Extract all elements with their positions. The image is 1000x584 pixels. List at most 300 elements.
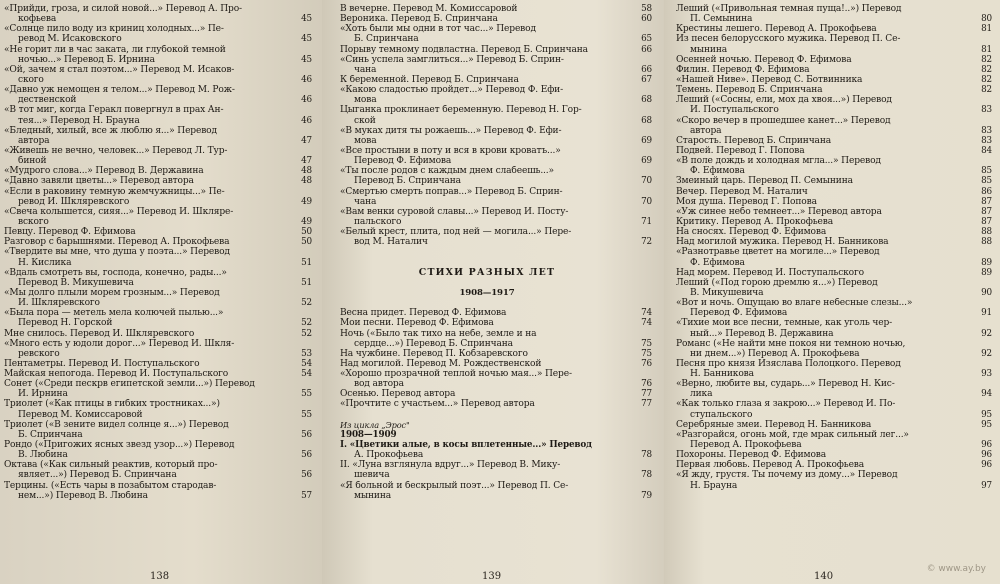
entry-page-number: 49 [301, 216, 312, 227]
toc-entry [4, 379, 312, 389]
entry-title: Н. Брауна [690, 480, 738, 491]
toc-entry [4, 268, 312, 278]
entry-page-number: 97 [981, 480, 992, 491]
toc-entry [4, 399, 312, 409]
entry-title: Перевод Б. Спринчана [354, 176, 461, 187]
toc-entry [676, 470, 992, 480]
entry-title: «Верно, любите вы, сударь...» Перевод Н. Кис- [676, 379, 895, 390]
entry-title: Из песен белорусского мужика. Перевод П. Се- [676, 34, 901, 45]
toc-entry [340, 116, 652, 126]
entry-title: Леший («Сосны, ели, мох да хвоя...») Перевод [676, 95, 892, 106]
entry-page-number: 82 [981, 54, 992, 65]
entry-page-number: 82 [981, 64, 992, 75]
toc-column [676, 4, 992, 491]
entry-title: Перевод Ф. Ефимова [690, 308, 788, 319]
entry-title: «Бледный, хилый, все ж люблю я...» Перевод [4, 125, 217, 136]
entry-page-number: 75 [641, 348, 652, 359]
entry-title: Пентаметры. Перевод И. Поступальского [4, 358, 200, 369]
entry-title: В. Любина [18, 450, 68, 461]
entry-title: «Ты после родов с каждым днем слабеешь...» [340, 166, 554, 177]
entry-title: кофьева [18, 14, 57, 25]
entry-page-number: 70 [641, 176, 652, 187]
toc-entry [676, 329, 992, 339]
entry-page-number: 57 [301, 490, 312, 501]
toc-entry [340, 65, 652, 75]
entry-title: мынина [690, 44, 728, 55]
entry-title: Н. Банникова [690, 369, 754, 380]
toc-entry [676, 389, 992, 399]
toc-entry [340, 217, 652, 227]
entry-page-number: 58 [641, 4, 652, 14]
entry-page-number: 82 [981, 85, 992, 96]
entry-title: Певцу. Перевод Ф. Ефимова [4, 227, 136, 238]
entry-title: Над могилой мужика. Перевод Н. Банникова [676, 237, 889, 248]
toc-entry [676, 339, 992, 349]
entry-title: ревод И. Шкляревского [18, 196, 130, 207]
toc-entry [4, 460, 312, 470]
toc-entry [340, 55, 652, 65]
entry-title: лика [690, 389, 713, 400]
entry-title: Вечер. Перевод М. Наталич [676, 186, 808, 197]
toc-entry [340, 389, 652, 399]
entry-title: «Давно уж немощен я телом...» Перевод М. Рож- [4, 85, 235, 96]
toc-entry [4, 197, 312, 207]
toc-entry [340, 146, 652, 156]
entry-title: «Была пора — метель мела колючей пылью...» [4, 308, 224, 319]
entry-page-number: 69 [641, 135, 652, 146]
toc-entry [676, 116, 992, 126]
toc-entry [4, 176, 312, 186]
toc-entry [4, 349, 312, 359]
toc-entry [676, 75, 992, 85]
toc-entry [676, 14, 992, 24]
entry-title: Романс («Не найти мне покоя ни темною ночью, [676, 338, 906, 349]
toc-entry [340, 85, 652, 95]
entry-page-number: 55 [301, 389, 312, 400]
toc-entry [340, 379, 652, 389]
toc-entry [4, 4, 312, 14]
toc-entry [340, 450, 652, 460]
entry-page-number: 54 [301, 369, 312, 380]
entry-page-number: 50 [301, 227, 312, 238]
entry-title: Ф. Ефимова [690, 166, 745, 177]
entry-title: Леший («Под горою дремлю я...») Перевод [676, 277, 878, 288]
toc-entry [340, 491, 652, 501]
entry-title: На чужбине. Перевод П. Кобзаревского [340, 348, 528, 359]
entry-title: ный...» Перевод В. Державина [690, 328, 834, 339]
entry-title: «Разнотравье цветет на могиле...» Перевод [676, 247, 880, 258]
entry-page-number: 85 [981, 176, 992, 187]
entry-page-number: 67 [641, 74, 652, 85]
toc-entry [676, 176, 992, 186]
entry-title: Подвей. Перевод Г. Попова [676, 145, 805, 156]
toc-entry [4, 329, 312, 339]
entry-title: К беременной. Перевод Б. Спринчана [340, 74, 519, 85]
entry-title: пальского [354, 216, 402, 227]
entry-page-number: 52 [301, 328, 312, 339]
entry-title: Триолет («В зените видел солнце я...») Перевод [4, 419, 229, 430]
toc-entry [340, 207, 652, 217]
entry-title: ревского [18, 348, 60, 359]
toc-entry [4, 227, 312, 237]
toc-entry [340, 187, 652, 197]
toc-entry [340, 166, 652, 176]
entry-title: На сносях. Перевод Ф. Ефимова [676, 227, 827, 238]
toc-entry [4, 105, 312, 115]
entry-title: I. «Цветики алые, в косы вплетенные...» Перевод [340, 440, 592, 451]
entry-page-number: 51 [301, 257, 312, 268]
entry-title: «В поле дождь и холодная мгла...» Перевод [676, 156, 881, 167]
toc-entry [340, 227, 652, 237]
entry-page-number: 45 [301, 14, 312, 25]
entry-title: «Тихие мои все песни, темные, как уголь чер- [676, 318, 893, 329]
toc-column [340, 4, 652, 501]
entry-page-number: 68 [641, 115, 652, 126]
toc-entry [4, 339, 312, 349]
entry-page-number: 74 [641, 318, 652, 329]
toc-entry [676, 95, 992, 105]
entry-title: «Прийди, гроза, и силой новой...» Перевод А. Про- [4, 4, 242, 14]
entry-title: Старость. Перевод Б. Спринчана [676, 135, 832, 146]
entry-title: ночью...» Перевод Б. Ирнина [18, 54, 155, 65]
entry-title: Осенью. Перевод автора [340, 389, 456, 400]
entry-page-number: 92 [981, 328, 992, 339]
entry-title: Б. Спринчана [354, 34, 419, 45]
entry-page-number: 95 [981, 409, 992, 420]
entry-title: дественской [18, 95, 77, 106]
entry-page-number: 81 [981, 44, 992, 55]
entry-page-number: 81 [981, 24, 992, 35]
page-number: 140 [814, 571, 834, 582]
toc-entry [676, 379, 992, 389]
page-number: 139 [482, 571, 502, 582]
entry-title: Перевод Н. Горской [18, 318, 113, 329]
toc-entry [4, 95, 312, 105]
entry-page-number: 47 [301, 156, 312, 167]
entry-title: чана [354, 196, 377, 207]
toc-entry [676, 308, 992, 318]
entry-title: нем...») Перевод В. Любина [18, 490, 148, 501]
entry-title: Похороны. Перевод Ф. Ефимова [676, 450, 827, 461]
toc-entry [340, 14, 652, 24]
entry-title: ступальского [690, 409, 753, 420]
entry-title: вод автора [354, 379, 404, 390]
entry-title: автора [18, 135, 50, 146]
entry-page-number: 66 [641, 44, 652, 55]
entry-title: Н. Кислика [18, 257, 72, 268]
entry-title: «Скоро вечер в прошедшее канет...» Перевод [676, 115, 891, 126]
entry-title: Ночь («Было так тихо на небе, земле и на [340, 328, 537, 339]
entry-title: ской [354, 115, 376, 126]
toc-entry [676, 166, 992, 176]
toc-entry [4, 156, 312, 166]
toc-entry [4, 55, 312, 65]
toc-entry [4, 166, 312, 176]
toc-entry [676, 126, 992, 136]
entry-page-number: 92 [981, 348, 992, 359]
entry-title: Терцины. («Есть чары в позабытом стародав- [4, 480, 217, 491]
entry-title: Триолет («Как птицы в гибких тростниках...») [4, 399, 220, 410]
entry-page-number: 79 [641, 490, 652, 501]
toc-entry [340, 247, 652, 257]
toc-entry [4, 308, 312, 318]
toc-entry [340, 329, 652, 339]
section-heading [340, 268, 652, 278]
toc-entry [340, 369, 652, 379]
toc-entry [340, 105, 652, 115]
toc-entry [676, 278, 992, 288]
entry-title: «Белый крест, плита, под ней — могила...» Пере- [340, 227, 572, 238]
entry-page-number: 86 [981, 186, 992, 197]
toc-entry [676, 481, 992, 491]
entry-page-number: 68 [641, 95, 652, 106]
toc-entry [340, 349, 652, 359]
entry-title: Критику. Перевод А. Прокофьева [676, 216, 833, 227]
toc-entry [340, 95, 652, 105]
entry-title: «Все простыни в поту и вся в крови кроватъ...» [340, 145, 561, 156]
entry-title: вского [18, 216, 49, 227]
entry-title: Перевод М. Комиссаровой [18, 409, 143, 420]
entry-page-number: 52 [301, 318, 312, 329]
entry-page-number: 71 [641, 216, 652, 227]
entry-page-number: 56 [301, 429, 312, 440]
entry-page-number: 48 [301, 176, 312, 187]
entry-title: биной [18, 156, 47, 167]
toc-entry [4, 45, 312, 55]
toc-entry [676, 24, 992, 34]
entry-title: вод М. Наталич [354, 237, 428, 248]
entry-title: В. Микушевича [690, 287, 764, 298]
toc-entry [676, 4, 992, 14]
entry-title: автора [690, 125, 722, 136]
toc-entry [4, 278, 312, 288]
toc-entry [340, 237, 652, 247]
toc-entry [4, 65, 312, 75]
toc-entry [340, 45, 652, 55]
toc-entry [340, 278, 652, 288]
entry-title: «Какою сладостью пройдет...» Перевод Ф. Ефи- [340, 85, 564, 96]
toc-entry [676, 460, 992, 470]
entry-page-number: 78 [641, 450, 652, 461]
toc-entry [4, 491, 312, 501]
entry-page-number: 76 [641, 358, 652, 369]
entry-page-number: 53 [301, 348, 312, 359]
toc-entry [676, 227, 992, 237]
entry-title: Из цикла „Эрос" [340, 419, 410, 430]
entry-title: сердце...») Перевод Б. Спринчана [354, 338, 513, 349]
entry-title: Над морем. Перевод И. Поступальского [676, 267, 864, 278]
entry-title: «Свеча колышется, сияя...» Перевод И. Шкляре- [4, 206, 234, 217]
entry-title: 1908—1917 [459, 287, 515, 298]
entry-title: Вероника. Перевод Б. Спринчана [340, 14, 498, 25]
toc-entry [676, 55, 992, 65]
entry-page-number: 46 [301, 115, 312, 126]
toc-entry [4, 14, 312, 24]
entry-title: «Прочтите с участьем...» Перевод автора [340, 399, 535, 410]
toc-entry [340, 4, 652, 14]
toc-entry [676, 258, 992, 268]
toc-entry [340, 288, 652, 298]
toc-entry [676, 156, 992, 166]
entry-title: Ф. Ефимова [690, 257, 745, 268]
entry-title: «Как только глаза я закрою...» Перевод И. По- [676, 399, 896, 410]
toc-entry [340, 359, 652, 369]
toc-entry [676, 237, 992, 247]
entry-title: Майская непогода. Перевод И. Поступальского [4, 369, 229, 380]
toc-entry [676, 34, 992, 44]
toc-entry [4, 258, 312, 268]
entry-title: тея...» Перевод Н. Брауна [18, 115, 140, 126]
toc-entry [676, 399, 992, 409]
entry-title: ского [18, 74, 44, 85]
entry-page-number: 87 [981, 196, 992, 207]
toc-entry [676, 268, 992, 278]
toc-column [4, 4, 312, 501]
toc-entry [4, 450, 312, 460]
entry-page-number: 78 [641, 470, 652, 481]
entry-page-number: 96 [981, 440, 992, 451]
page-139 [322, 0, 664, 584]
entry-title: «В тот миг, когда Геракл повергнул в прах Ан- [4, 105, 224, 116]
entry-title: Весна придет. Перевод Ф. Ефимова [340, 308, 507, 319]
entry-page-number: 70 [641, 196, 652, 207]
toc-entry [4, 247, 312, 257]
entry-page-number: 77 [641, 389, 652, 400]
toc-entry [4, 85, 312, 95]
toc-entry [340, 470, 652, 480]
toc-entry [676, 217, 992, 227]
toc-entry [340, 258, 652, 268]
entry-title: Рондо («Пригожих ясных звезд узор...») Перевод [4, 440, 235, 451]
entry-title: И. Поступальского [690, 105, 779, 116]
entry-page-number: 55 [301, 409, 312, 420]
toc-entry [4, 237, 312, 247]
toc-entry [4, 126, 312, 136]
toc-entry [340, 75, 652, 85]
entry-page-number: 46 [301, 74, 312, 85]
entry-page-number: 89 [981, 267, 992, 278]
entry-page-number: 90 [981, 287, 992, 298]
entry-title: Змеиный царь. Перевод П. Семынина [676, 176, 853, 187]
toc-entry [676, 65, 992, 75]
toc-entry [340, 410, 652, 420]
entry-page-number: 75 [641, 338, 652, 349]
entry-title: Перевод Ф. Ефимова [354, 156, 452, 167]
toc-entry [676, 450, 992, 460]
toc-entry [676, 369, 992, 379]
entry-title: «Живешь не вечно, человек...» Перевод Л. Тур- [4, 145, 228, 156]
toc-entry [676, 45, 992, 55]
entry-title: Мне снилось. Перевод И. Шкляревского [4, 328, 195, 339]
toc-entry [676, 349, 992, 359]
entry-title: «Вот и ночь. Ощущаю во влаге небесные слезы...» [676, 298, 913, 309]
entry-page-number: 83 [981, 105, 992, 116]
toc-entry [4, 34, 312, 44]
toc-entry [340, 136, 652, 146]
entry-title: 1908—1909 [340, 429, 397, 440]
toc-entry [4, 359, 312, 369]
toc-entry [340, 197, 652, 207]
entry-title: «Мы долго плыли морем грозным...» Перевод [4, 287, 220, 298]
entry-page-number: 95 [981, 419, 992, 430]
toc-entry [4, 207, 312, 217]
toc-entry [676, 136, 992, 146]
entry-title: Темень. Перевод Б. Спринчана [676, 85, 823, 96]
entry-page-number: 83 [981, 125, 992, 136]
watermark: © www.ay.by [926, 564, 986, 574]
toc-entry [676, 288, 992, 298]
toc-entry [340, 399, 652, 409]
entry-title: «Разгорайся, огонь мой, где мрак сильный лег...» [676, 429, 909, 440]
entry-title: Октава («Как сильный реактив, который про- [4, 460, 218, 471]
toc-entry [676, 440, 992, 450]
entry-page-number: 65 [641, 34, 652, 45]
entry-title: «Если в раковину темную жемчужницы...» Пе- [4, 186, 225, 197]
entry-title: «Хорошо прозрачной теплой ночью мая...» Пере- [340, 369, 572, 380]
entry-page-number: 83 [981, 135, 992, 146]
entry-title: Цыганка проклинает беременную. Перевод Н. Гор- [340, 105, 582, 116]
entry-title: СТИХИ РАЗНЫХ ЛЕТ [418, 267, 556, 278]
entry-title: «В муках дитя ты рожаешь...» Перевод Ф. Ефи- [340, 125, 562, 136]
toc-entry [676, 105, 992, 115]
entry-title: «Я больной и бескрылый поэт...» Перевод П. Се- [340, 480, 569, 491]
entry-page-number: 49 [301, 196, 312, 207]
toc-entry [4, 318, 312, 328]
entry-title: П. Семынина [690, 14, 753, 25]
entry-page-number: 52 [301, 298, 312, 309]
entry-title: ни днем...») Перевод А. Прокофьева [690, 348, 860, 359]
entry-title: «Давно завяли цветы...» Перевод автора [4, 176, 194, 187]
toc-entry [340, 298, 652, 308]
toc-entry [676, 318, 992, 328]
entry-title: мова [354, 95, 377, 106]
entry-page-number: 74 [641, 308, 652, 319]
entry-title: Осенней ночью. Перевод Ф. Ефимова [676, 54, 852, 65]
page-138 [0, 0, 322, 584]
entry-page-number: 93 [981, 369, 992, 380]
entry-title: «Я жду, грустя. Ты почему из дому...» Перевод [676, 470, 898, 481]
toc-entry [676, 207, 992, 217]
entry-page-number: 48 [301, 166, 312, 177]
toc-entry [4, 146, 312, 156]
page-140 [664, 0, 1000, 584]
entry-page-number: 69 [641, 156, 652, 167]
entry-title: И. Ирнина [18, 389, 68, 400]
entry-title: Первая любовь. Перевод А. Прокофьева [676, 460, 865, 471]
entry-title: И. Шкляревского [18, 298, 100, 309]
toc-entry [4, 430, 312, 440]
entry-title: «Мудрого слова...» Перевод В. Державина [4, 166, 204, 177]
entry-title: «Уж синее небо темнеет...» Перевод автора [676, 206, 882, 217]
entry-title: «Хоть были мы одни в тот час...» Перевод [340, 24, 536, 35]
entry-page-number: 56 [301, 450, 312, 461]
entry-title: Перевод В. Микушевича [18, 277, 134, 288]
toc-entry [676, 420, 992, 430]
entry-title: ревод М. Исаковского [18, 34, 122, 45]
toc-entry [4, 481, 312, 491]
entry-title: «Твердите вы мне, что душа у поэта...» Перевод [4, 247, 230, 258]
toc-entry [676, 146, 992, 156]
toc-entry [340, 24, 652, 34]
entry-page-number: 51 [301, 277, 312, 288]
entry-page-number: 46 [301, 95, 312, 106]
entry-title: «Вдаль смотреть вы, господа, конечно, рады...» [4, 267, 227, 278]
entry-title: Песня про князя Изяслава Полоцкого. Перевод [676, 358, 901, 369]
entry-title: «Не горит ли в час заката, ли глубокой темной [4, 44, 226, 55]
entry-page-number: 88 [981, 237, 992, 248]
entry-title: «Солнце пило воду из криниц холодных...» Пе- [4, 24, 224, 35]
entry-title: Филин. Перевод Ф. Ефимова [676, 64, 810, 75]
